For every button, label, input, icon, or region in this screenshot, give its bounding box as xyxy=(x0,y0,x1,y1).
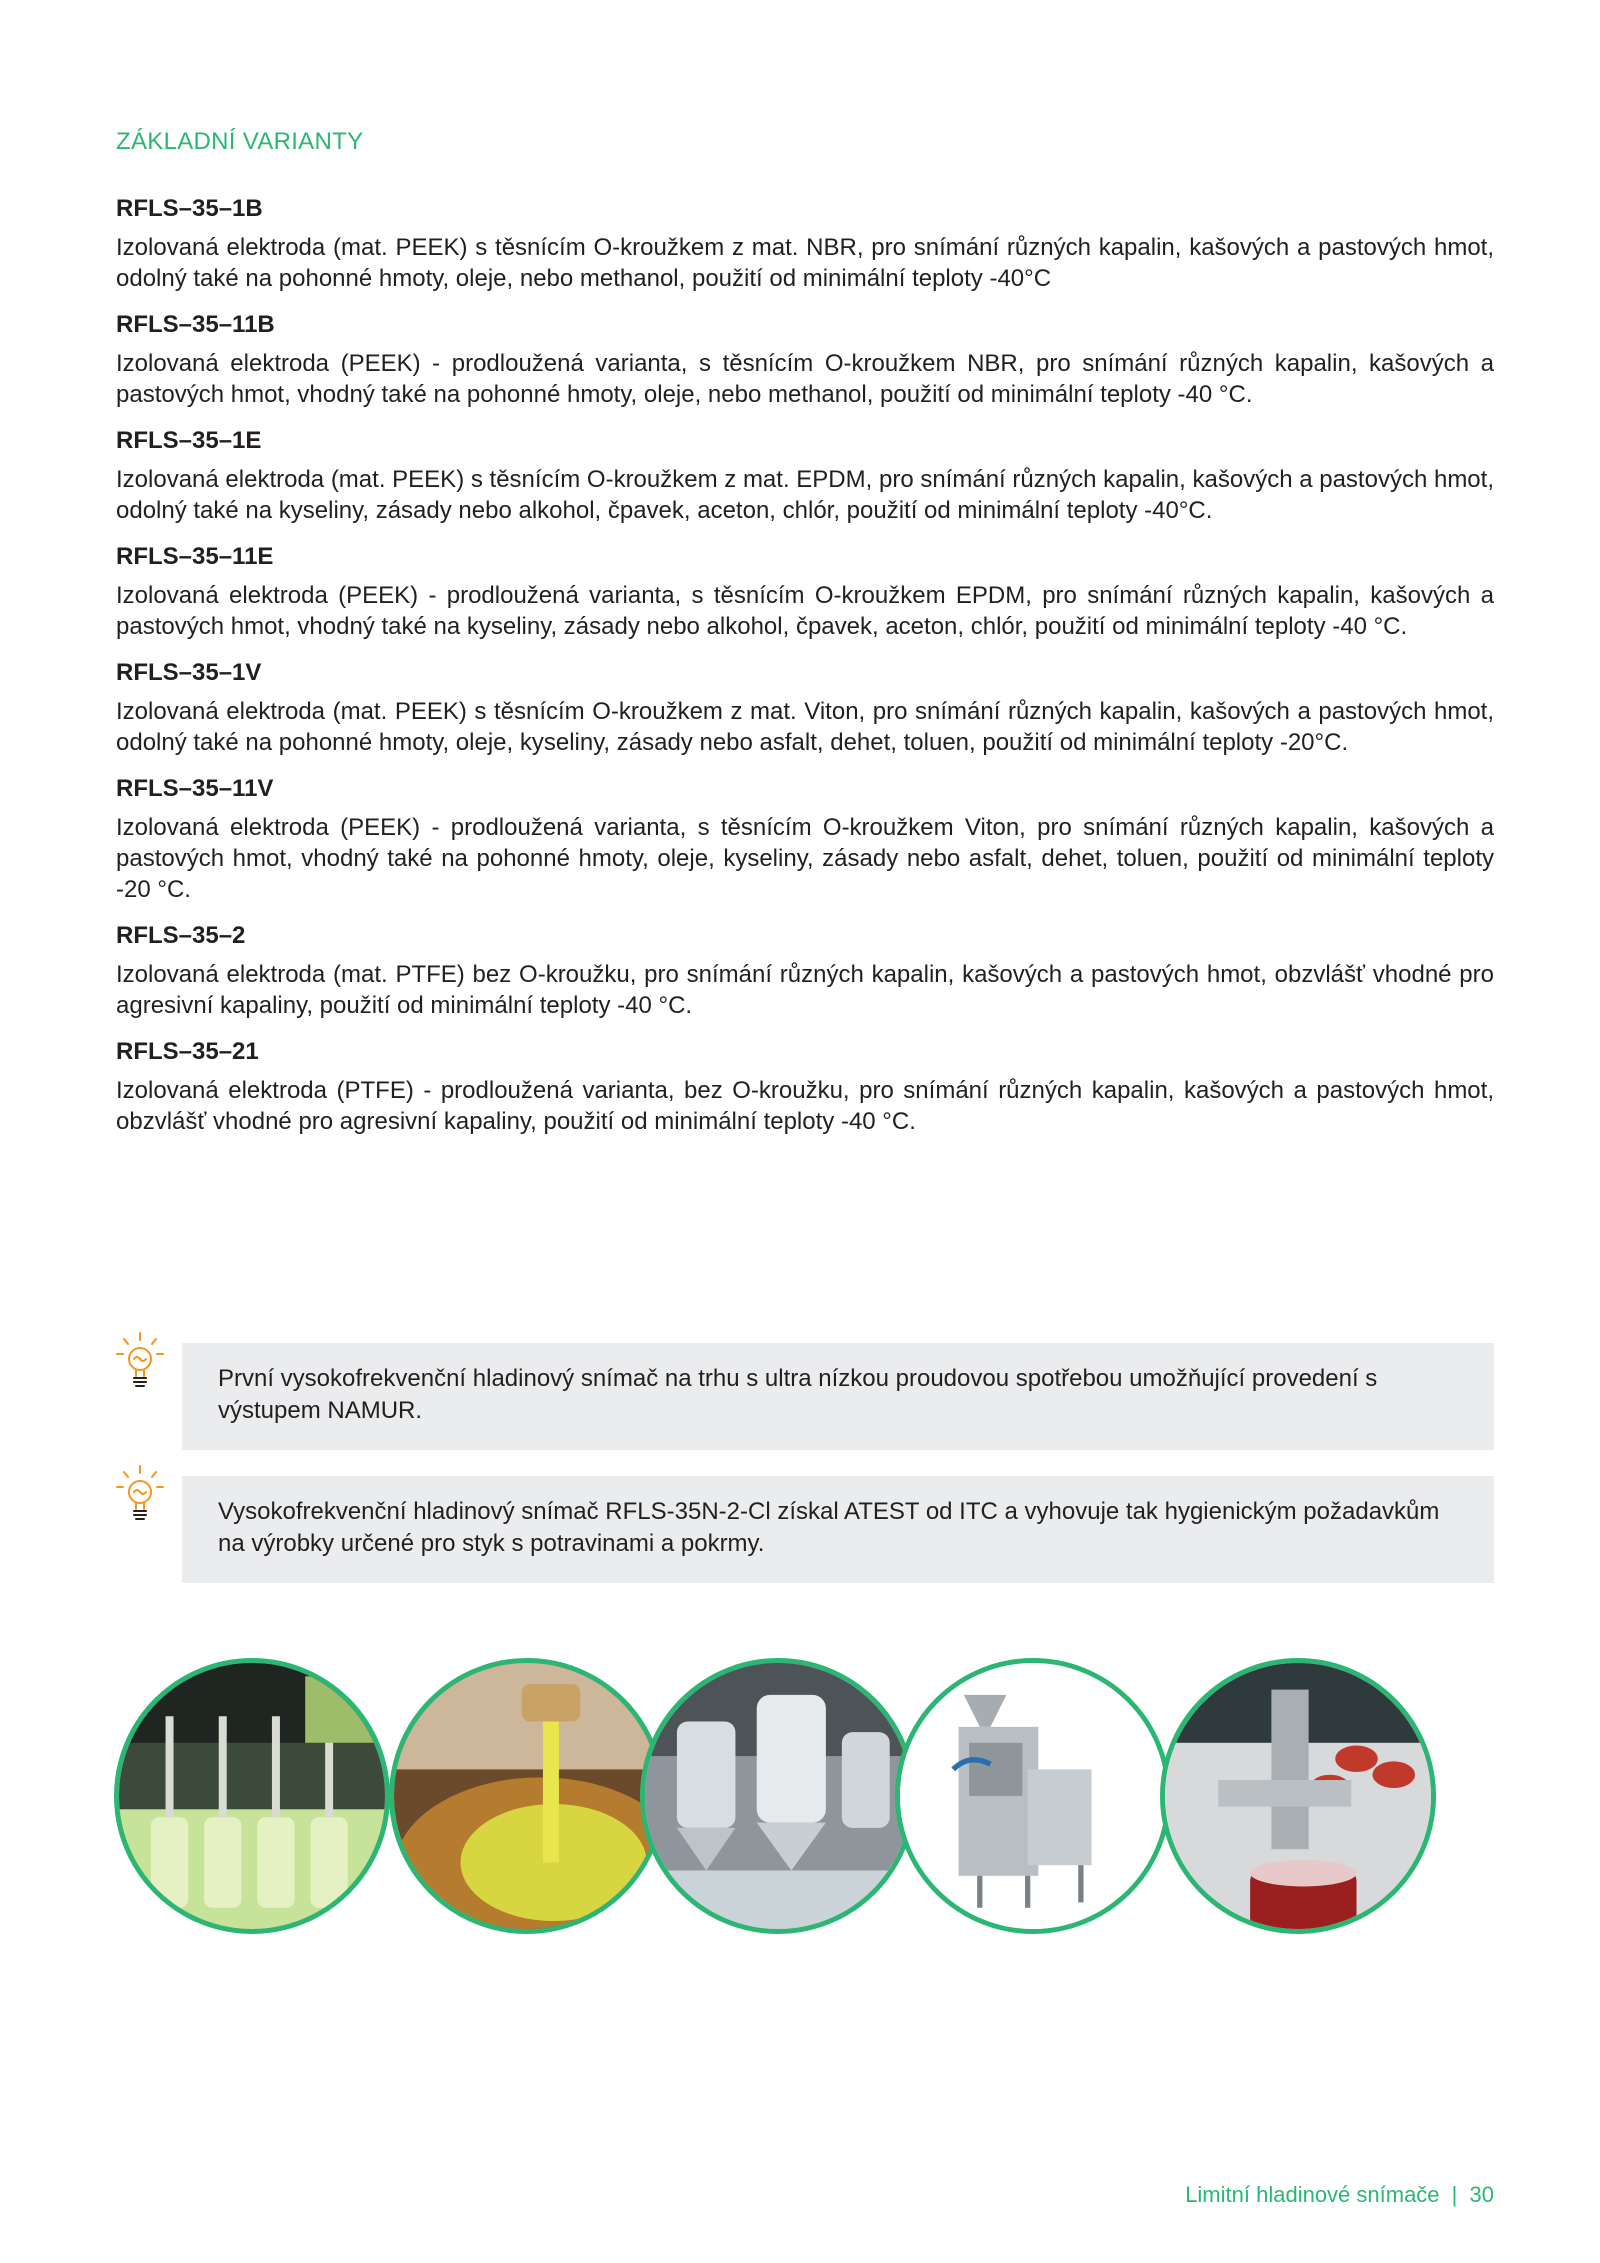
variant-description: Izolovaná elektroda (mat. PEEK) s těsnícím O-kroužkem z mat. NBR, pro snímání různých kapalin, kašových a pastových hmot, odolný také na pohonné hmoty, oleje, nebo methanol, použití od minimální teploty -40°C xyxy=(116,234,1494,292)
variant-description: Izolovaná elektroda (PEEK) - prodloužená varianta, s těsnícím O-kroužkem EPDM, pro snímání různých kapalin, kašových a pastových hmot, vhodný také na kyseliny, zásady nebo alkohol, čpavek, aceton, chlór, použití od minimální teploty -40 °C. xyxy=(116,582,1494,640)
footer-section-title: Limitní hladinové snímače xyxy=(1185,2182,1440,2207)
photo-filling-machine xyxy=(114,1658,390,1934)
page-number: 30 xyxy=(1469,2182,1494,2207)
variant-description: Izolovaná elektroda (mat. PEEK) s těsnícím O-kroužkem z mat. EPDM, pro snímání různých kapalin, kašových a pastových hmot, odolný také na kyseliny, zásady nebo alkohol, čpavek, aceton, chlór, použití od minimální teploty -40°C. xyxy=(116,466,1494,524)
lightbulb-icon xyxy=(114,1463,166,1527)
variant-item xyxy=(116,308,1494,410)
photo-oil-pouring xyxy=(389,1658,665,1934)
variant-code: RFLS–35–11V xyxy=(116,775,274,802)
photo-cosmetic-filling xyxy=(1160,1658,1436,1934)
variant-list xyxy=(116,192,1494,1151)
variant-description: Izolovaná elektroda (mat. PTFE) bez O-kroužku, pro snímání různých kapalin, kašových a pastových hmot, obzvlášť vhodné pro agresivní kapaliny, použití od minimální teploty -40 °C. xyxy=(116,961,1494,1019)
variant-code: RFLS–35–1V xyxy=(116,659,262,686)
variant-description: Izolovaná elektroda (PEEK) - prodloužená varianta, s těsnícím O-kroužkem NBR, pro snímání různých kapalin, kašových a pastových hmot, vhodný také na pohonné hmoty, oleje, nebo methanol, použití od minimální teploty -40 °C. xyxy=(116,350,1494,408)
footer-separator: | xyxy=(1451,2182,1458,2207)
info-note-text: První vysokofrekvenční hladinový snímač na trhu s ultra nízkou proudovou spotřebou umožňující provedení s výstupem NAMUR. xyxy=(218,1365,1378,1424)
variant-item xyxy=(116,1035,1494,1137)
variant-item xyxy=(116,192,1494,294)
page-footer xyxy=(1185,2182,1494,2208)
variant-description: Izolovaná elektroda (mat. PEEK) s těsnícím O-kroužkem z mat. Viton, pro snímání různých kapalin, kašových a pastových hmot, odolný také na pohonné hmoty, oleje, kyseliny, zásady nebo asfalt, dehet, toluen, použití od minimální teploty -20°C. xyxy=(116,698,1494,756)
variant-item xyxy=(116,772,1494,905)
info-note xyxy=(182,1476,1494,1583)
info-note xyxy=(182,1343,1494,1450)
photo-packaging-machine xyxy=(895,1658,1171,1934)
variant-code: RFLS–35–2 xyxy=(116,922,246,949)
variant-item xyxy=(116,919,1494,1021)
variant-code: RFLS–35–11B xyxy=(116,311,275,338)
variant-description: Izolovaná elektroda (PTFE) - prodloužená varianta, bez O-kroužku, pro snímání různých kapalin, kašových a pastových hmot, obzvlášť vhodné pro agresivní kapaliny, použití od minimální teploty -40 °C. xyxy=(116,1077,1494,1135)
variant-description: Izolovaná elektroda (PEEK) - prodloužená varianta, s těsnícím O-kroužkem Viton, pro snímání různých kapalin, kašových a pastových hmot, vhodný také na pohonné hmoty, oleje, kyseliny, zásady nebo asfalt, dehet, toluen, použití od minimální teploty -20 °C. xyxy=(116,814,1494,903)
variant-item xyxy=(116,540,1494,642)
photo-steel-tanks xyxy=(640,1658,916,1934)
variant-item xyxy=(116,424,1494,526)
variant-item xyxy=(116,656,1494,758)
info-note-text: Vysokofrekvenční hladinový snímač RFLS-35N-2-Cl získal ATEST od ITC a vyhovuje tak hygienickým požadavkům na výrobky určené pro styk s potravinami a pokrmy. xyxy=(218,1498,1440,1557)
variant-code: RFLS–35–1E xyxy=(116,427,262,454)
section-heading: ZÁKLADNÍ VARIANTY xyxy=(116,128,364,155)
variant-code: RFLS–35–11E xyxy=(116,543,274,570)
variant-code: RFLS–35–1B xyxy=(116,195,263,222)
lightbulb-icon xyxy=(114,1330,166,1394)
variant-code: RFLS–35–21 xyxy=(116,1038,259,1065)
